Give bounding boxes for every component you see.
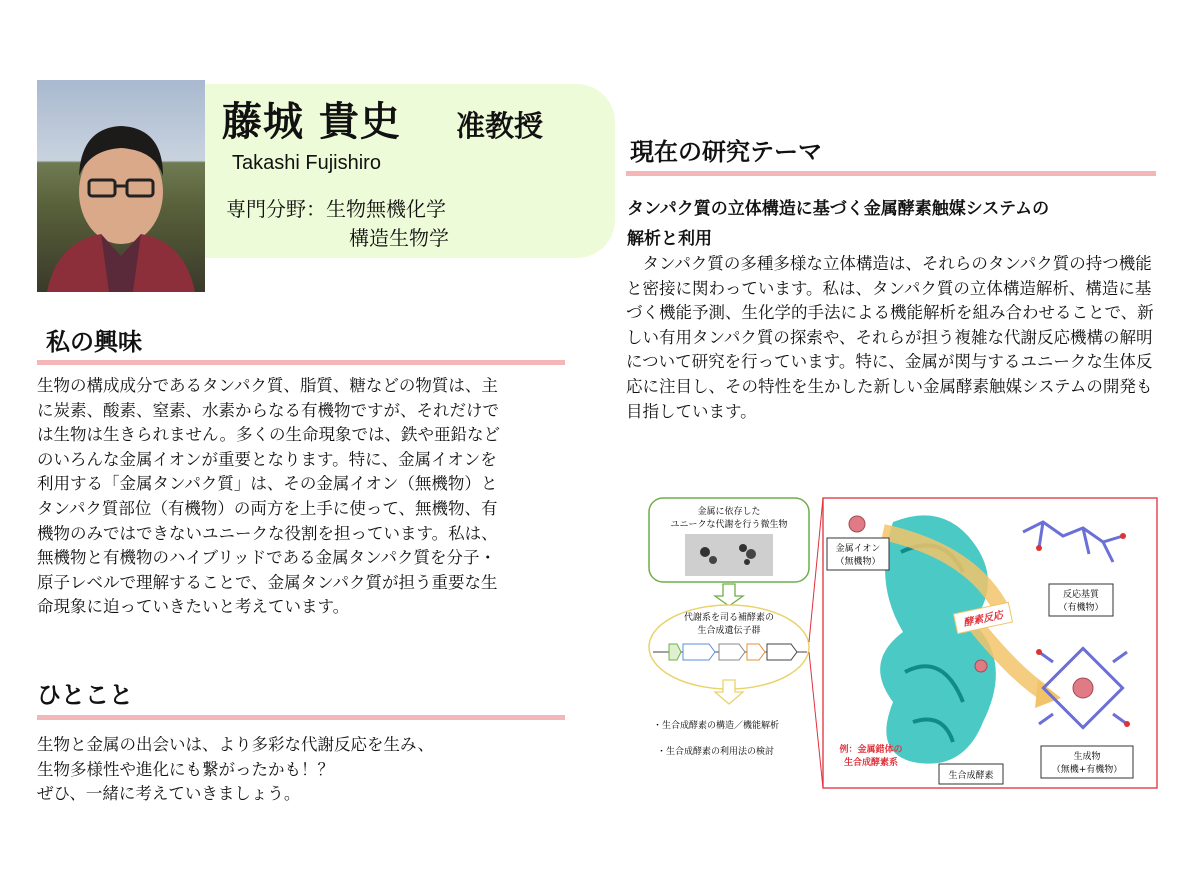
example-label: 生合成酵素系 [843,758,899,768]
interest-heading: 私の興味 [46,328,142,356]
gene-cluster-label: 代謝系を司る補酵素の [683,613,775,623]
profile-photo [37,80,205,292]
down-arrow-icon [715,584,743,606]
hitokoto-body [37,733,577,807]
interest-line: 機物のみではできないユニークな役割を担っています。私は、 [37,523,498,543]
interest-line: 生物の構成成分であるタンパク質、脂質、糖などの物質は、主 [37,376,498,395]
substrate-label: （有機物） [1058,603,1104,613]
interest-line: タンパク質部位（有機物）の両方を上手に使って、無機物、有 [37,498,498,518]
hitokoto-divider [37,715,565,720]
research-subtitle [627,194,1167,254]
microbe-image [685,534,773,576]
interest-line: 原子レベルで理解することで、金属タンパク質が担う重要な生 [37,572,498,592]
person-name: 藤城 貴史 [222,99,401,145]
metal-ion-label: （無機物） [835,557,881,567]
research-body: タンパク質の多種多様な立体構造は、それらのタンパク質の持つ機能と密接に関わっています。私は、タンパク質の立体構造解析、構造に基づく機能予測、生化学的手法による機能解析を組み合わせることで、新しい有用タンパク質の探索や、それらが担う複雑な代謝反応機構の解明について研究を行っています。特に、金属が関与するユニークな生体反応に注目し、その特性を生かした新しい金属酵素触媒システムの開発も目指しています。 [626,254,1154,421]
hitokoto-line: 生物と金属の出会いは、より多彩な代謝反応を生み、 [37,735,434,754]
academic-rank: 准教授 [456,109,544,143]
microbe-box-label: 金属に依存した [697,507,761,517]
specialty-field: 専門分野：生物無機化学 [226,197,446,221]
product-label: （無機+有機物） [1051,765,1123,775]
metal-ion-label: 金属イオン [835,544,881,554]
interest-line: 利用する「金属タンパク質」は、その金属イオン（無機物）と [37,474,498,494]
interest-body [37,374,577,620]
enzyme-reaction-label: 酵素反応 [962,609,1005,630]
interest-line: 命現象に迫っていきたいと考えています。 [37,597,350,617]
substrate-label: 反応基質 [1062,590,1100,600]
research-subtitle-line: 解析と利用 [627,229,712,249]
research-divider [626,171,1156,176]
gene-cluster-label: 生合成遺伝子群 [697,626,761,636]
figure-bullet: ・生合成酵素の構造／機能解析 [653,721,780,731]
interest-divider [37,360,565,365]
figure-bullet: ・生合成酵素の利用法の検討 [657,747,775,757]
interest-line: 無機物と有機物のハイブリッドである金属タンパク質を分子・ [37,548,497,568]
research-subtitle-line: タンパク質の立体構造に基づく金属酵素触媒システムの [627,199,1050,219]
metal-ion-icon [849,516,865,532]
specialty-field-secondary: 構造生物学 [349,226,449,250]
hitokoto-line: ぜひ、一緒に考えていきましょう。 [37,784,301,804]
example-label: 例：金属錯体の [839,745,903,755]
person-name-romaji: Takashi Fujishiro [232,152,381,174]
interest-line: に炭素、酸素、窒素、水素からなる有機物ですが、それだけで [37,400,499,420]
hitokoto-heading: ひとこと [37,681,133,709]
research-figure [643,492,1163,792]
research-heading: 現在の研究テーマ [630,138,822,166]
enzyme-label: 生合成酵素 [948,771,994,781]
interest-line: は生物は生きられません。多くの生命現象では、鉄や亜鉛など [37,425,500,445]
product-label: 生成物 [1073,752,1101,762]
interest-line: のいろんな金属イオンが重要となります。特に、金属イオンを [37,449,497,469]
hitokoto-line: 生物多様性や進化にも繋がったかも！？ [37,759,334,779]
microbe-box-label: ユニークな代謝を行う微生物 [670,520,788,530]
